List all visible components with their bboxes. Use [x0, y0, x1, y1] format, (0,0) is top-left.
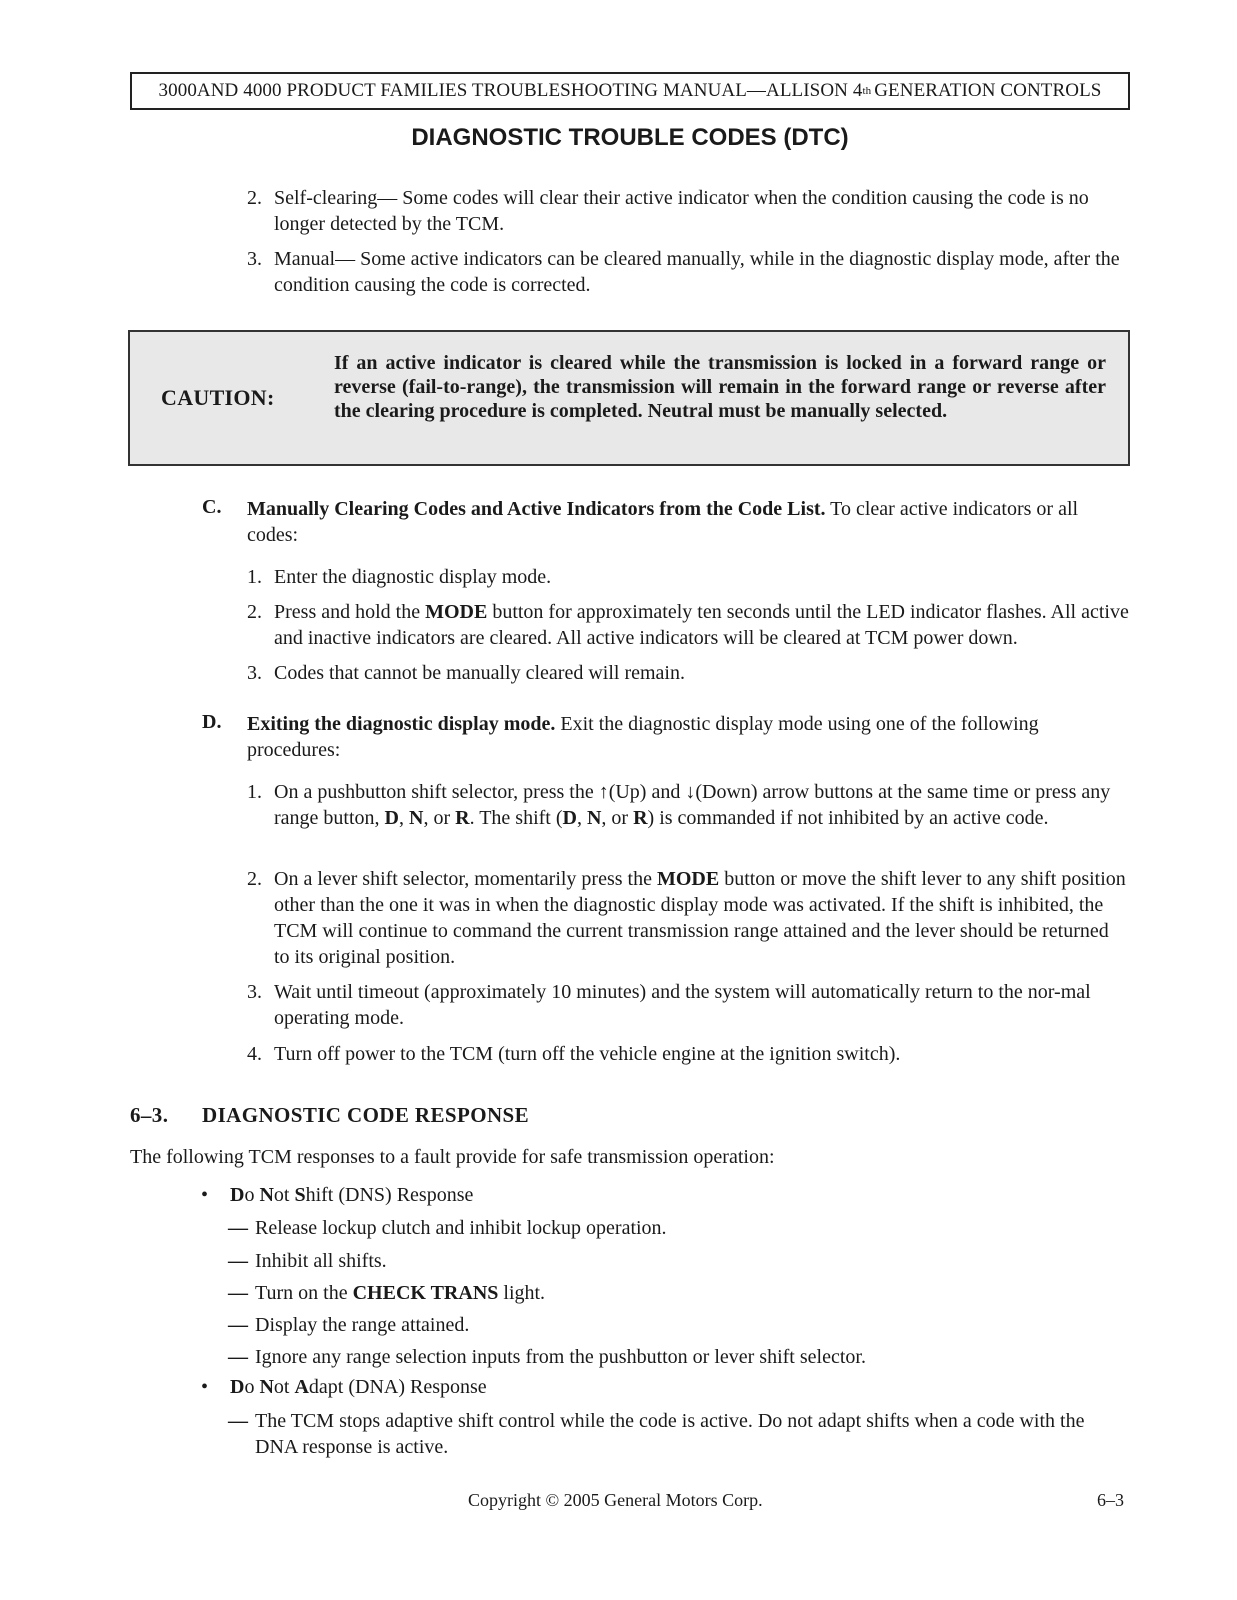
item-number: 3. — [247, 248, 262, 270]
bullet-text — [230, 1184, 473, 1207]
dash-icon: — — [228, 1410, 248, 1432]
text-run: (Up) and — [608, 781, 686, 803]
dash-icon: — — [228, 1250, 248, 1272]
text-run: N — [259, 1376, 274, 1398]
text-run: (Down) arrow buttons at the same time or press any range button, — [274, 781, 1111, 829]
check-trans-ref: CHECK TRANS — [352, 1282, 499, 1304]
item-number: 2. — [247, 868, 262, 890]
dash-item — [228, 1344, 1128, 1370]
header-prefix: 3000AND 4000 PRODUCT FAMILIES TROUBLESHOOTING MANUAL—ALLISON 4 — [158, 80, 863, 101]
section-c-heading: Manually Clearing Codes and Active Indicators from the Code List. — [247, 498, 826, 520]
item-text — [274, 599, 1132, 651]
item-text — [274, 779, 1127, 831]
dash-text: Ignore any range selection inputs from the pushbutton or lever shift selector. — [255, 1346, 866, 1368]
text-run: ot — [273, 1376, 295, 1398]
item-text: Enter the diagnostic display mode. — [274, 566, 552, 588]
bullet-icon: • — [201, 1184, 209, 1206]
dash-text: Release lockup clutch and inhibit lockup operation. — [255, 1217, 667, 1239]
dash-item — [228, 1280, 1128, 1306]
range-d: D — [562, 807, 577, 829]
range-r: R — [455, 807, 470, 829]
dash-icon: — — [228, 1314, 248, 1336]
text-run: On a lever shift selector, momentarily press the — [274, 868, 657, 890]
item-text: Self-clearing— Some codes will clear their active indicator when the condition causing the code is no longer detected by the TCM. — [274, 187, 1089, 235]
section-number: 6–3. — [130, 1103, 169, 1127]
item-number: 2. — [247, 187, 262, 209]
text-run: dapt (DNA) Response — [308, 1376, 487, 1398]
mode-button-ref: MODE — [425, 601, 488, 623]
list-item — [247, 599, 1132, 651]
dash-item — [228, 1408, 1128, 1460]
text-run: o — [244, 1376, 260, 1398]
text-run: ) is commanded if not inhibited by an active code. — [647, 807, 1049, 829]
page-number: 6–3 — [1097, 1490, 1124, 1510]
dash-icon: — — [228, 1217, 248, 1239]
text-run: N — [259, 1184, 274, 1206]
list-item — [247, 660, 1127, 686]
dash-icon: — — [228, 1282, 248, 1304]
text-run: . The shift ( — [469, 807, 563, 829]
caution-label: CAUTION: — [161, 385, 275, 410]
list-item — [247, 1041, 1127, 1067]
item-text: Codes that cannot be manually cleared will remain. — [274, 662, 685, 684]
list-item — [247, 979, 1127, 1031]
item-text — [274, 866, 1129, 970]
text-run: , or — [601, 807, 634, 829]
manual-header — [130, 72, 1130, 110]
section-d-intro — [247, 711, 1127, 763]
list-item — [247, 185, 1127, 237]
text-run: , — [576, 807, 587, 829]
down-arrow-icon: ↓ — [685, 781, 696, 803]
section-intro: The following TCM responses to a fault provide for safe transmission operation: — [130, 1146, 775, 1168]
section-d-text: Exit the diagnostic display mode using one of the following procedures: — [247, 713, 1039, 761]
item-number: 1. — [247, 566, 262, 588]
text-run: o — [244, 1184, 260, 1206]
text-run: button or move the shift lever to any shift position other than the one it was in when the diagnostic display mode was activated. If the shift is inhibited, the TCM will continue to command the current transmission range attained and the lever should be returned to its original position. — [274, 868, 1126, 968]
list-item — [247, 564, 1127, 590]
section-letter-c: C. — [202, 496, 222, 518]
range-n: N — [408, 807, 424, 829]
bullet-item — [201, 1376, 601, 1402]
item-number: 1. — [247, 781, 262, 803]
dash-icon: — — [228, 1346, 248, 1368]
text-run: , — [398, 807, 409, 829]
text-run: D — [230, 1184, 245, 1206]
item-number: 2. — [247, 601, 262, 623]
section-letter-d: D. — [202, 711, 222, 733]
dash-text: Display the range attained. — [255, 1314, 470, 1336]
text-run: Press and hold the — [274, 601, 426, 623]
dash-item — [228, 1248, 1128, 1274]
text-run: On a pushbutton shift selector, press the — [274, 781, 599, 803]
section-d-heading: Exiting the diagnostic display mode. — [247, 713, 556, 735]
section-title: DIAGNOSTIC CODE RESPONSE — [202, 1103, 529, 1127]
dash-text — [255, 1280, 1128, 1306]
item-text: Manual— Some active indicators can be cleared manually, while in the diagnostic display mode, after the condition causing the code is corrected. — [274, 248, 1120, 296]
list-item — [247, 246, 1127, 298]
caution-box — [128, 330, 1130, 466]
text-run: ot — [273, 1184, 295, 1206]
up-arrow-icon: ↑ — [598, 781, 609, 803]
section-c-intro — [247, 496, 1127, 548]
text-run: A — [294, 1376, 309, 1398]
range-n: N — [586, 807, 602, 829]
caution-text: If an active indicator is cleared while the transmission is locked in a forward range or reverse (fail-to-range), the transmission will remain in the forward range or reverse after the clearing procedure is completed. Neutral must be manually selected. — [334, 352, 1106, 422]
mode-button-ref: MODE — [656, 868, 720, 890]
text-run: button for approximately ten seconds until the LED indicator flashes. All active and inactive indicators are cleared. All active indicators will be cleared at TCM power down. — [274, 601, 1129, 649]
text-run: hift (DNS) Response — [305, 1184, 474, 1206]
item-text: Turn off power to the TCM (turn off the vehicle engine at the ignition switch). — [274, 1043, 901, 1065]
header-sup: th — [862, 85, 872, 97]
section-c-text: To clear active indicators or all codes: — [247, 498, 1079, 546]
dash-text: The TCM stops adaptive shift control while the code is active. Do not adapt shifts when a code with the DNA response is active. — [255, 1410, 1085, 1458]
footer-copyright: Copyright © 2005 General Motors Corp. — [468, 1490, 763, 1510]
text-run: Turn on the — [255, 1282, 353, 1304]
item-number: 4. — [247, 1043, 262, 1065]
item-number: 3. — [247, 981, 262, 1003]
text-run: D — [230, 1376, 245, 1398]
range-d: D — [384, 807, 399, 829]
bullet-text — [230, 1376, 487, 1399]
header-suffix: GENERATION CONTROLS — [874, 80, 1102, 101]
bullet-item — [201, 1184, 601, 1210]
dash-text: Inhibit all shifts. — [255, 1250, 387, 1272]
dash-item — [228, 1312, 1128, 1338]
list-item — [247, 779, 1127, 857]
text-run: light. — [498, 1282, 546, 1304]
text-run: S — [294, 1184, 306, 1206]
dash-item — [228, 1215, 1128, 1241]
range-r: R — [633, 807, 648, 829]
list-item — [247, 866, 1129, 970]
text-run: , or — [423, 807, 456, 829]
page-title: DIAGNOSTIC TROUBLE CODES (DTC) — [411, 124, 849, 151]
section-heading — [130, 1103, 529, 1128]
bullet-icon: • — [201, 1376, 209, 1398]
item-text: Wait until timeout (approximately 10 minutes) and the system will automatically return to the nor-mal operating mode. — [274, 981, 1091, 1029]
item-number: 3. — [247, 662, 262, 684]
